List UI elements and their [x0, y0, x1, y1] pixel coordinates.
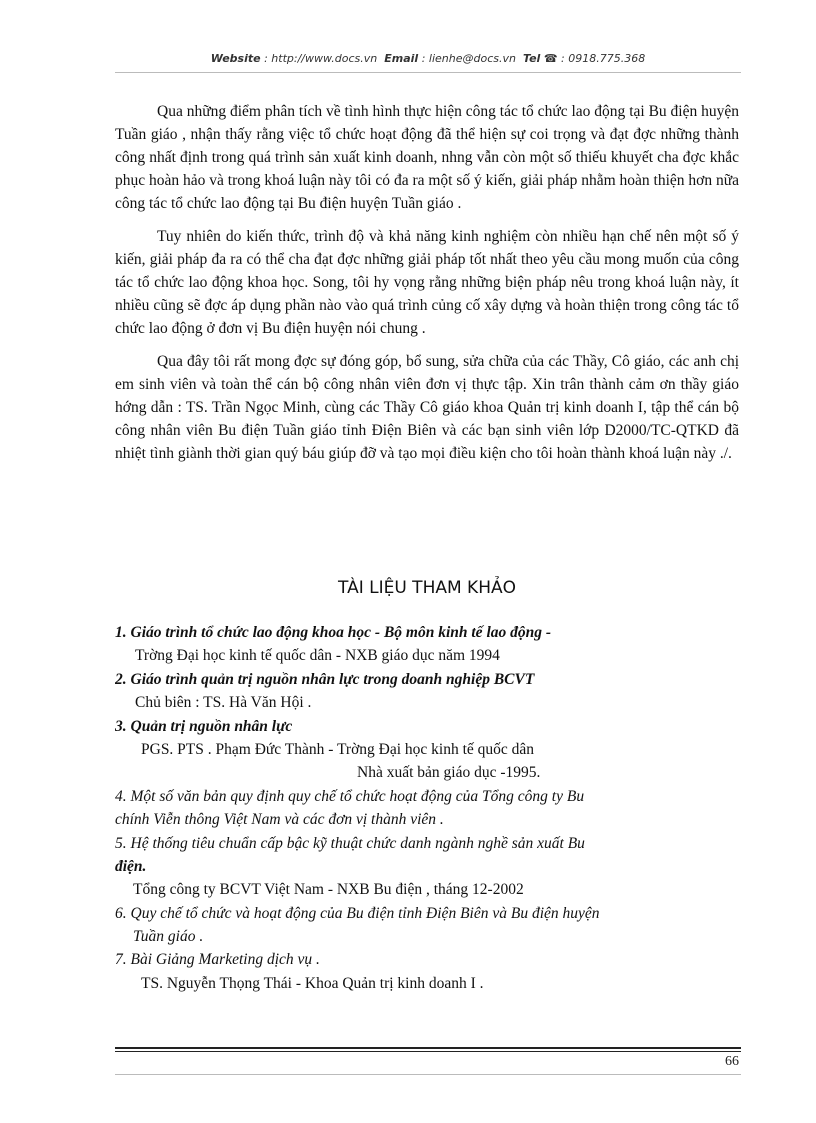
tel-label: Tel — [522, 52, 541, 65]
reference-line: Tổng công ty BCVT Việt Nam - NXB Bu điện , tháng 12-2002 — [133, 881, 524, 899]
reference-line: Trờng Đại học kinh tế quốc dân - NXB giáo dục năm 1994 — [135, 647, 500, 665]
reference-line: chính Viễn thông Việt Nam và các đơn vị thành viên . — [115, 811, 444, 829]
paragraph: Tuy nhiên do kiến thức, trình độ và khả năng kinh nghiệm còn nhiều hạn chế nên một số ý kiến, giải pháp đa ra có thể cha đạt đợc những giải pháp tốt nhất theo yêu cầu mong muốn của công tác tổ chức lao động khoa học. Song, tôi hy vọng rằng những biện pháp nêu trong khoá luận này, ít nhiều cũng sẽ đợc áp dụng phần nào vào quá trình củng cố xây dựng và hoàn thiện trong công tác tổ chức lao động ở đơn vị Bu điện huyện nói chung . — [115, 228, 739, 337]
conclusion-text — [115, 100, 739, 475]
reference-line: 3. Quản trị nguồn nhân lực — [115, 717, 293, 735]
reference-line: TS. Nguyễn Thọng Thái - Khoa Quản trị kinh doanh I . — [141, 974, 484, 992]
header-divider — [115, 72, 741, 73]
reference-line: 6. Quy chế tổ chức và hoạt động của Bu điện tỉnh Điện Biên và Bu điện huyện — [115, 904, 600, 922]
email-label: Email — [384, 52, 419, 65]
reference-line: Nhà xuất bản giáo dục -1995. — [357, 764, 541, 782]
reference-line: 5. Hệ thống tiêu chuẩn cấp bậc kỹ thuật chức danh ngành nghề sản xuất Bu — [115, 834, 585, 852]
footer-divider — [115, 1051, 741, 1052]
reference-line: 7. Bài Giảng Marketing dịch vụ . — [115, 951, 320, 969]
page-header — [115, 52, 741, 72]
reference-line: Chủ biên : TS. Hà Văn Hội . — [135, 694, 312, 712]
tel-value: : 0918.775.368 — [561, 52, 646, 65]
website-value: : http://www.docs.vn — [264, 52, 378, 65]
reference-line: 2. Giáo trình quản trị nguồn nhân lực trong doanh nghiệp BCVT — [115, 670, 535, 688]
reference-line: 4. Một số văn bản quy định quy chế tổ chức hoạt động của Tổng công ty Bu — [115, 787, 585, 805]
website-label: Website — [210, 52, 261, 65]
reference-line: PGS. PTS . Phạm Đức Thành - Trờng Đại học kinh tế quốc dân — [141, 740, 535, 758]
email-value: : lienhe@docs.vn — [421, 52, 516, 65]
reference-line: điện. — [115, 857, 147, 875]
reference-line: Tuần giáo . — [133, 928, 204, 946]
reference-line: 1. Giáo trình tổ chức lao động khoa học - Bộ môn kinh tế lao động - — [115, 624, 552, 641]
page-number: 66 — [725, 1054, 739, 1069]
paragraph: Qua đây tôi rất mong đợc sự đóng góp, bổ sung, sửa chữa của các Thầy, Cô giáo, các anh chị em sinh viên và toàn thể cán bộ công nhân viên đơn vị thực tập. Xin trân thành cảm ơn thầy giáo hớng dẫn : TS. Trần Ngọc Minh, cùng các Thầy Cô giáo khoa Quản trị kinh doanh I, tập thể cán bộ công nhân viên Bu điện Tuần giáo tỉnh Điện Biên và các bạn sinh viên lớp D2000/TC-QTKD đã nhiệt tình giành thời gian quý báu giúp đỡ và tạo mọi điều kiện cho tôi hoàn thành khoá luận này ./. — [115, 353, 739, 462]
paragraph: Qua những điểm phân tích về tình hình thực hiện công tác tổ chức lao động tại Bu điện huyện Tuần giáo , nhận thấy rằng việc tổ chức hoạt động đã thể hiện sự coi trọng và đạt đợc những thành công nhất định trong quá trình sản xuất kinh doanh, nhng vẫn còn một số thiếu khuyết cha đợc khắc phục hoàn hảo và trong khoá luận này tôi có đa ra một số ý kiến, giải pháp nhằm hoàn thiện hơn nữa công tác tổ chức lao động tại Bu điện huyện Tuần giáo . — [115, 103, 739, 212]
phone-icon: ☎ — [543, 52, 558, 65]
footer-divider — [115, 1047, 741, 1049]
footer-divider — [115, 1074, 741, 1075]
references-list — [115, 621, 739, 995]
references-title: TÀI LIỆU THAM KHẢO — [338, 578, 516, 598]
